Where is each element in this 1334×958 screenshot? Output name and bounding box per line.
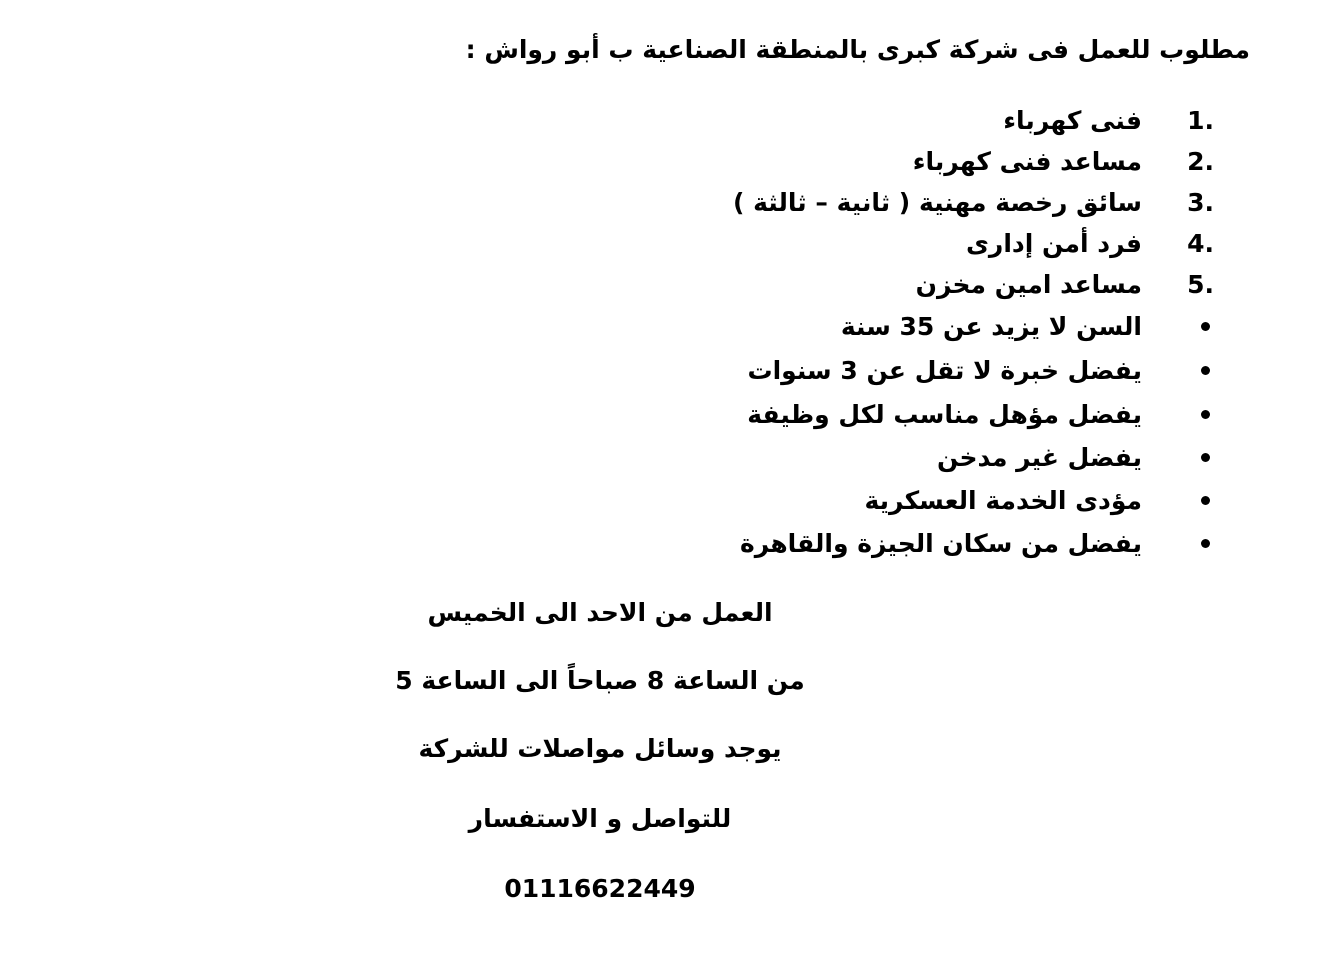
job-number: 2. <box>1187 146 1214 176</box>
requirement-item <box>864 480 1214 520</box>
job-item <box>916 264 1214 304</box>
phone-number: 01116622449 <box>504 874 696 903</box>
job-number: 5. <box>1187 269 1214 299</box>
job-number: 1. <box>1187 105 1214 135</box>
job-title: مساعد فنى كهرباء <box>912 146 1142 176</box>
bullet-icon <box>1152 496 1214 505</box>
requirement-item <box>747 394 1214 434</box>
transport-note: يوجد وسائل مواصلات للشركة <box>418 734 782 763</box>
job-title: سائق رخصة مهنية ( ثانية – ثالثة ) <box>733 187 1142 217</box>
requirement-text: يفضل مؤهل مناسب لكل وظيفة <box>747 399 1142 429</box>
requirement-text: مؤدى الخدمة العسكرية <box>864 485 1142 515</box>
bullet-icon <box>1152 453 1214 462</box>
work-hours: من الساعة 8 صباحاً الى الساعة 5 <box>395 666 805 695</box>
requirement-item <box>937 437 1214 477</box>
job-item <box>733 182 1214 222</box>
requirement-text: السن لا يزيد عن 35 سنة <box>840 311 1142 341</box>
requirement-text: يفضل غير مدخن <box>936 442 1142 472</box>
job-number: 4. <box>1187 228 1214 258</box>
bullet-icon <box>1152 410 1214 419</box>
job-item <box>1003 100 1214 140</box>
bullet-icon <box>1152 539 1214 548</box>
requirement-item <box>747 350 1214 390</box>
requirement-text: يفضل من سكان الجيزة والقاهرة <box>740 528 1142 558</box>
job-number: 3. <box>1187 187 1214 217</box>
job-title: فنى كهرباء <box>1003 105 1142 135</box>
posting-heading: مطلوب للعمل فى شركة كبرى بالمنطقة الصناعية ب أبو رواش : <box>465 35 1250 64</box>
job-title: مساعد امين مخزن <box>915 269 1142 299</box>
requirement-item <box>841 306 1214 346</box>
bullet-icon <box>1152 322 1214 331</box>
contact-label: للتواصل و الاستفسار <box>468 804 732 833</box>
job-title: فرد أمن إدارى <box>966 228 1142 258</box>
requirement-text: يفضل خبرة لا تقل عن 3 سنوات <box>747 355 1142 385</box>
requirement-item <box>740 523 1214 563</box>
job-item <box>913 141 1214 181</box>
job-item <box>966 223 1214 263</box>
work-days: العمل من الاحد الى الخميس <box>427 598 773 627</box>
bullet-icon <box>1152 366 1214 375</box>
